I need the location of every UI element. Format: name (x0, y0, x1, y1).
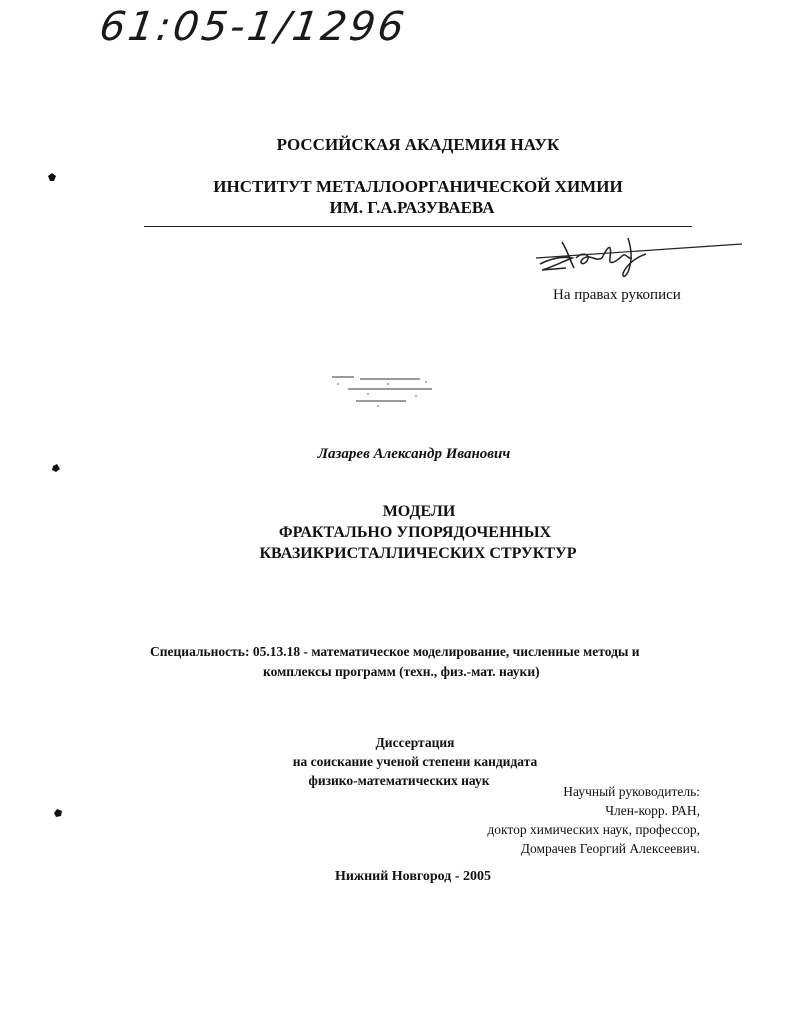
institute-heading-line2: ИМ. Г.А.РАЗУВАЕВА (329, 198, 495, 217)
advisor-rank: Член-корр. РАН, (605, 803, 700, 818)
dissertation-field-line: физико-математических наук (308, 773, 490, 788)
scan-margin-mark-bottom (53, 808, 63, 818)
institute-heading-line1: ИНСТИТУТ МЕТАЛЛООРГАНИЧЕСКОЙ ХИМИИ (213, 177, 623, 196)
archive-code-handwritten: 61:05-1/1296 (96, 4, 410, 50)
specialty-line1: Специальность: 05.13.18 - математическое моделирование, численные методы и (150, 644, 640, 659)
title-line2: ФРАКТАЛЬНО УПОРЯДОЧЕННЫХ (278, 524, 552, 541)
specialty-line2: комплексы программ (техн., физ.-мат. науки) (263, 664, 540, 679)
scan-margin-mark-middle (51, 463, 61, 473)
manuscript-rights-note: На правах рукописи (553, 287, 681, 303)
title-line1: МОДЕЛИ (382, 503, 456, 520)
title-line3: КВАЗИКРИСТАЛЛИЧЕСКИХ СТРУКТУР (259, 545, 577, 562)
advisor-degree: доктор химических наук, профессор, (487, 822, 700, 837)
dissertation-degree-line: на соискание ученой степени кандидата (292, 754, 538, 769)
advisor-name: Домрачев Георгий Алексеевич. (520, 841, 700, 856)
academy-heading: РОССИЙСКАЯ АКАДЕМИЯ НАУК (276, 135, 560, 154)
header-divider (144, 226, 692, 227)
dissertation-label: Диссертация (375, 735, 455, 750)
advisor-heading: Научный руководитель: (563, 784, 700, 799)
author-name: Лазарев Александр Иванович (317, 446, 511, 462)
signature (532, 228, 752, 284)
scan-margin-mark-top (47, 172, 57, 182)
library-stamp-smudge (328, 372, 442, 416)
specialty-block (150, 642, 690, 682)
city-year: Нижний Новгород - 2005 (334, 869, 492, 884)
